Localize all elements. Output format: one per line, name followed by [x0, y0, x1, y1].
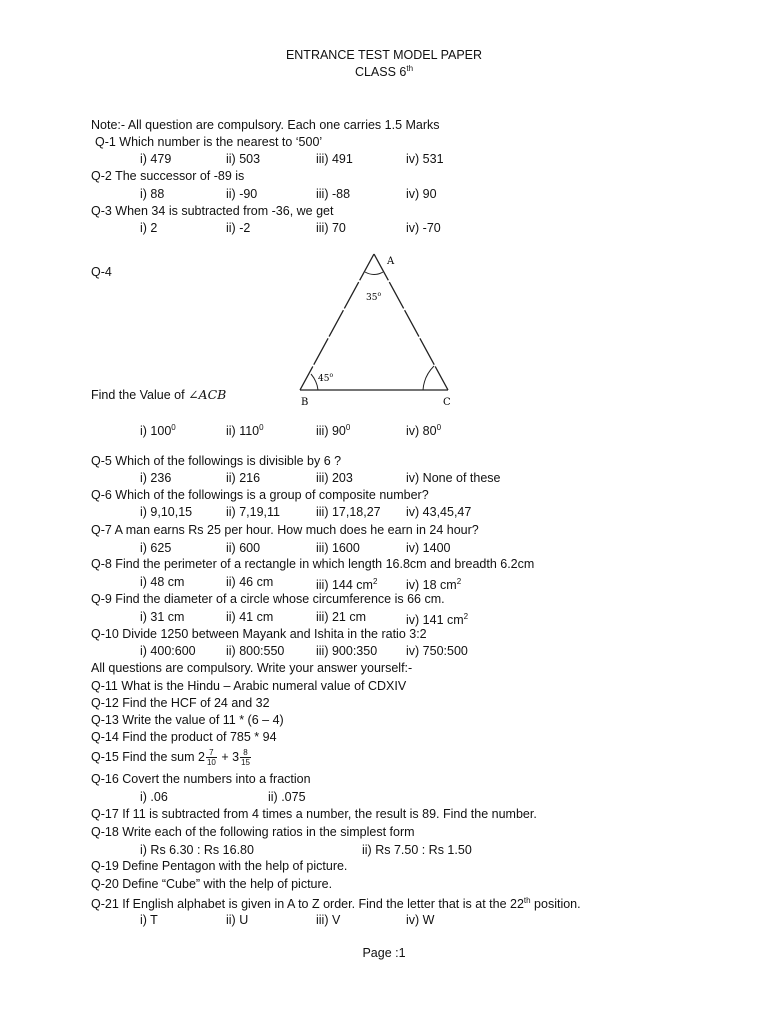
side-ab	[300, 254, 374, 390]
question-4-text: Find the Value of ∠ACB	[91, 387, 227, 402]
vertex-a-label: A	[387, 256, 395, 267]
angle-c-arc	[423, 366, 434, 390]
option: ii) 600	[226, 541, 261, 555]
question-1: Q-1 Which number is the nearest to ‘500’	[95, 135, 323, 149]
option: ii) U	[226, 913, 249, 927]
section-2-heading: All questions are compulsory. Write your answer yourself:-	[91, 661, 413, 675]
option: i) T	[140, 913, 158, 927]
option: iii) $90^0$	[316, 423, 351, 439]
option: i) Rs 6.30 : Rs 16.80	[140, 843, 254, 857]
option: ii) .075	[268, 790, 306, 804]
question-6-options	[0, 504, 768, 520]
fraction: $\frac{8}{15}$	[241, 748, 250, 767]
option: iii) 21 cm	[316, 610, 367, 624]
vertex-b-label: B	[301, 397, 309, 408]
option: iii) 203	[316, 471, 353, 485]
side-ac	[374, 254, 448, 390]
option: ii) -90	[226, 187, 258, 201]
option: iv) 750:500	[406, 644, 468, 658]
option: ii) 46 cm	[226, 575, 274, 589]
option: iv) $80^0$	[406, 423, 442, 439]
option: ii) 7,19,11	[226, 505, 280, 519]
option: ii) -2	[226, 221, 251, 235]
fraction: $\frac{7}{10}$	[206, 748, 216, 767]
question-9-options	[0, 609, 768, 628]
question-5: Q-5 Which of the followings is divisible by 6 ?	[91, 454, 342, 468]
question-16-options	[0, 789, 768, 805]
question-4-label: Q-4	[91, 265, 112, 279]
option: iv) W	[406, 913, 435, 927]
option: iii) 70	[316, 221, 346, 235]
option: iv) 1400	[406, 541, 451, 555]
question-9: Q-9 Find the diameter of a circle whose circumference is 66 cm.	[91, 592, 445, 606]
option: i) .06	[140, 790, 168, 804]
option: i) 2	[140, 221, 158, 235]
option: iv) 141 $cm^2$	[406, 612, 469, 628]
option: ii) 503	[226, 152, 261, 166]
question-6: Q-6 Which of the followings is a group of composite number?	[91, 488, 429, 502]
question-8-options	[0, 574, 768, 593]
option: i) 625	[140, 541, 172, 555]
option: iii) 17,18,27	[316, 505, 381, 519]
question-3-options	[0, 220, 768, 236]
question-18-options	[0, 842, 768, 858]
question-19: Q-19 Define Pentagon with the help of picture.	[91, 859, 348, 873]
note-text: Note:- All question are compulsory. Each one carries 1.5 Marks	[91, 118, 440, 132]
question-14: Q-14 Find the product of 785 * 94	[91, 730, 277, 744]
question-18: Q-18 Write each of the following ratios in the simplest form	[91, 825, 415, 839]
option: ii) $110^0$	[226, 423, 264, 439]
question-10-options	[0, 643, 768, 659]
option: iii) 900:350	[316, 644, 378, 658]
option: iii) 491	[316, 152, 353, 166]
question-20: Q-20 Define “Cube” with the help of picture.	[91, 877, 333, 891]
question-11: Q-11 What is the Hindu – Arabic numeral value of CDXIV	[91, 679, 407, 693]
question-17: Q-17 If 11 is subtracted from 4 times a number, the result is 89. Find the number.	[91, 807, 537, 821]
question-5-options	[0, 470, 768, 486]
vertex-c-label: C	[443, 397, 451, 408]
triangle-figure	[290, 250, 460, 410]
question-13: Q-13 Write the value of 11 * (6 – 4)	[91, 713, 284, 727]
question-8: Q-8 Find the perimeter of a rectangle in which length 16.8cm and breadth 6.2cm	[91, 557, 535, 571]
option: iv) None of these	[406, 471, 501, 485]
class-label: CLASS 6th	[354, 64, 414, 80]
option: i) 236	[140, 471, 172, 485]
question-2: Q-2 The successor of -89 is	[91, 169, 245, 183]
angle-a-arc	[365, 272, 383, 275]
question-21: Q-21 If English alphabet is given in A to Z order. Find the letter that is at the 22th position.	[91, 896, 581, 912]
angle-b-arc	[311, 374, 318, 390]
question-7: Q-7 A man earns Rs 25 per hour. How much does he earn in 24 hour?	[91, 523, 479, 537]
option: iii) 144 $cm^2$	[316, 577, 378, 593]
angle-a-value: 35$^o$	[366, 291, 382, 303]
question-4-options	[0, 420, 768, 439]
question-12: Q-12 Find the HCF of 24 and 32	[91, 696, 270, 710]
question-1-options	[0, 151, 768, 167]
option: ii) 41 cm	[226, 610, 274, 624]
question-16: Q-16 Covert the numbers into a fraction	[91, 772, 311, 786]
option: iii) -88	[316, 187, 351, 201]
question-15: Q-15 Find the sum 2 $\frac{7}{10}$ + 3 $\frac{8}{15}$	[91, 748, 250, 767]
question-3: Q-3 When 34 is subtracted from -36, we get	[91, 204, 334, 218]
option: i) 48 cm	[140, 575, 185, 589]
option: i) 479	[140, 152, 172, 166]
question-2-options	[0, 186, 768, 202]
option: iv) 90	[406, 187, 437, 201]
option: iv) -70	[406, 221, 441, 235]
paper-title: ENTRANCE TEST MODEL PAPER	[285, 48, 483, 62]
question-10: Q-10 Divide 1250 between Mayank and Ishita in the ratio 3:2	[91, 627, 427, 641]
page-number: Page :1	[362, 946, 406, 960]
option: i) $100^0$	[140, 423, 176, 439]
option: i) 400:600	[140, 644, 196, 658]
option: ii) 216	[226, 471, 261, 485]
angle-b-value: 45$^o$	[318, 372, 334, 384]
option: i) 9,10,15	[140, 505, 193, 519]
option: iii) 1600	[316, 541, 360, 555]
option: iv) 43,45,47	[406, 505, 472, 519]
option: iii) V	[316, 913, 341, 927]
option: iv) 531	[406, 152, 444, 166]
question-7-options	[0, 540, 768, 556]
option: ii) Rs 7.50 : Rs 1.50	[362, 843, 472, 857]
option: ii) 800:550	[226, 644, 285, 658]
option: iv) 18 $cm^2$	[406, 577, 462, 593]
option: i) 88	[140, 187, 165, 201]
question-21-options	[0, 912, 768, 928]
option: i) 31 cm	[140, 610, 185, 624]
